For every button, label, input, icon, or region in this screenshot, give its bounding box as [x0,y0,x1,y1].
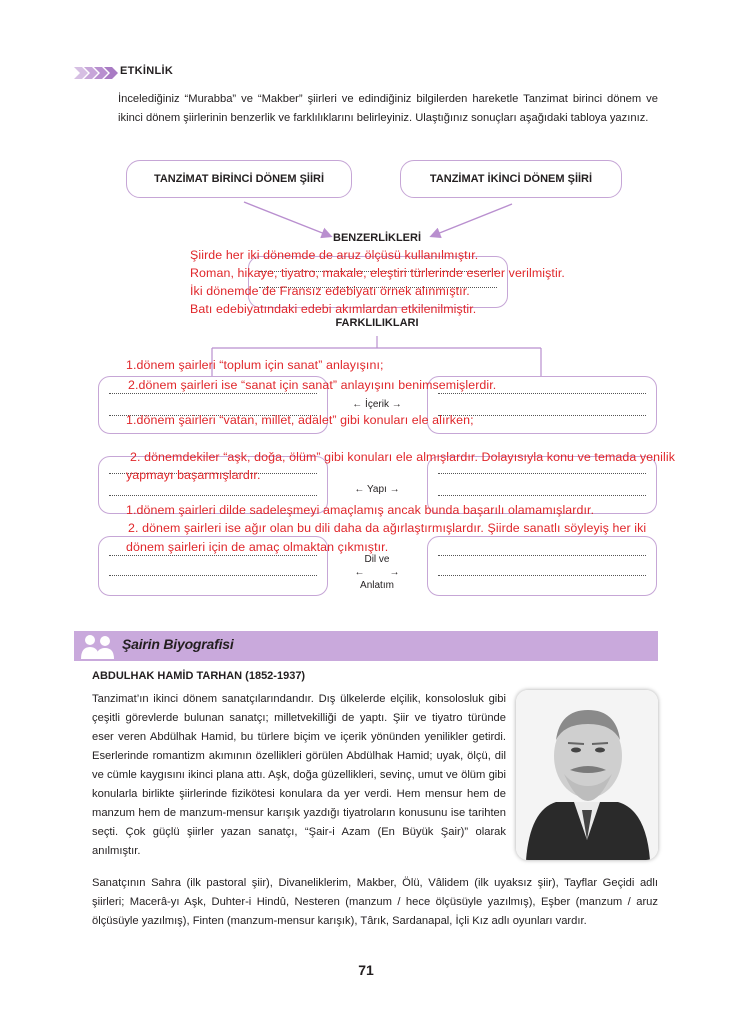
right-arrow-icon: → [389,567,400,578]
language-line-1: 1.dönem şairleri dilde sadeleşmeyi amaçlamış ancak bunda başarılı olamamışlardır. [126,503,595,517]
left-arrow-icon: ← [352,399,363,410]
structure-line-1: 2. dönemdekiler “aşk, doğa, ölüm” gibi konuları ele almışlardır. Dolayısıyla konu ve temada yenilik [130,450,676,464]
right-arrow-icon: → [391,399,402,410]
content-line-3: 1.dönem şairleri “vatan, millet, adalet” gibi konuları ele alırken; [126,413,474,427]
activity-instruction: İncelediğiniz “Murabba” ve “Makber” şiirleri ve edindiğiniz bilgilerden hareketle Tanzimat birinci dönem ve ikinci dönem şiirlerinin benzerlik ve farklılıklarını belirleyiniz. Ulaştığınız sonuçları aşağıdaki tabloya yazınız. [118,93,658,124]
chevron-arrows-icon [74,67,118,79]
left-arrow [244,202,330,236]
left-arrow-icon: ← [354,484,365,495]
content-label: ← İçerik → [352,399,402,410]
structure-label: ← Yapı → [354,484,400,495]
similarity-line-3: İki dönemde de Fransız edebiyatı örnek alınmıştır. [190,284,470,298]
biography-title: Şairin Biyografisi [122,636,234,652]
people-icon [78,632,118,660]
structure-line-2: yapmayı başarmışlardır. [126,468,261,482]
page-number: 71 [358,962,374,978]
similarity-line-1: Şiirde her iki dönemde de aruz ölçüsü kullanılmıştır. [190,248,479,262]
language-line-3: dönem şairleri için de amaç olmaktan çıkmıştır. [126,540,389,554]
second-period-box: TANZİMAT İKİNCİ DÖNEM ŞİİRİ [400,160,622,198]
activity-title: ETKİNLİK [120,65,174,77]
content-line-2: 2.dönem şairleri ise “sanat için sanat” anlayışını benimsemişlerdir. [128,378,497,392]
similarity-line-2: Roman, hikaye, tiyatro, makale, eleştiri türlerinde eserler verilmiştir. [190,266,565,280]
first-period-box: TANZİMAT BİRİNCİ DÖNEM ŞİİRİ [126,160,352,198]
poet-portrait [516,690,658,860]
language-label: Dil ve ← → Anlatım [354,554,400,591]
right-arrow-icon: → [389,484,400,495]
biography-paragraph-2: Sanatçının Sahra (ilk pastoral şiir), Divaneliklerim, Makber, Ölü, Vâlidem (ilk uyaksız şiir), Tayflar Geçidi adlı şiirleri; Macerâ-yı Aşk, Duhter-i Hindû, Nesteren (manzum / hece ölçüsüyle yazılmış), Eşber (manzum / aruz ölçüsüyle yazılmış), Finten (manzum-mensur karışık), Târık, Sardanapal, İçli Kız adlı oyunları vardır. [92,877,658,927]
similarities-box [248,256,508,308]
content-line-1: 1.dönem şairleri “toplum için sanat” anlayışını; [126,358,384,372]
biography-paragraph-1: Tanzimat’ın ikinci dönem sanatçılarındandır. Dış ülkelerde elçilik, konsolosluk gibi çeşitli görevlerde bulunan sanatçı; milletvekilliği de yaptı. Şiir ve tiyatro türünde eser veren Abdülhak Hamid, bu türlere biçim ve içerik yönünden yenilikler getirdi. Eserlerinde romantizm akımının özellikleri görülen Abdülhak Hamid; uyak, ölçü, dil ve cümle kaygısını ikinci plana attı. Aşk, doğa güzellikleri, sevinç, umut ve ölüm gibi konularla birlikte şiirlerinde fizikötesi konulara da yer verdi. Hem mensur hem de manzum hem de manzum-mensur karışık yazdığı tiyatroların konusunu ise tarihten seçti. Çok güçlü şiirler yazan sanatçı, “Şair-i Azam (En Büyük Şair)” olarak anılmıştır. [92,693,506,857]
similarities-title: BENZERLİKLERİ [333,232,421,244]
differences-title: FARKLILIKLARI [335,317,419,329]
poet-name: ABDULHAK HAMİD TARHAN (1852-1937) [92,670,306,682]
language-box-right [427,536,657,596]
left-arrow-icon: ← [354,567,365,578]
language-line-2: 2. dönem şairleri ise ağır olan bu dili daha da ağırlaştırmışlardır. Şiirde sanatlı söyleyiş her iki [128,521,647,535]
similarity-line-4: Batı edebiyatındaki edebi akımlardan etkilenilmiştir. [190,302,477,316]
